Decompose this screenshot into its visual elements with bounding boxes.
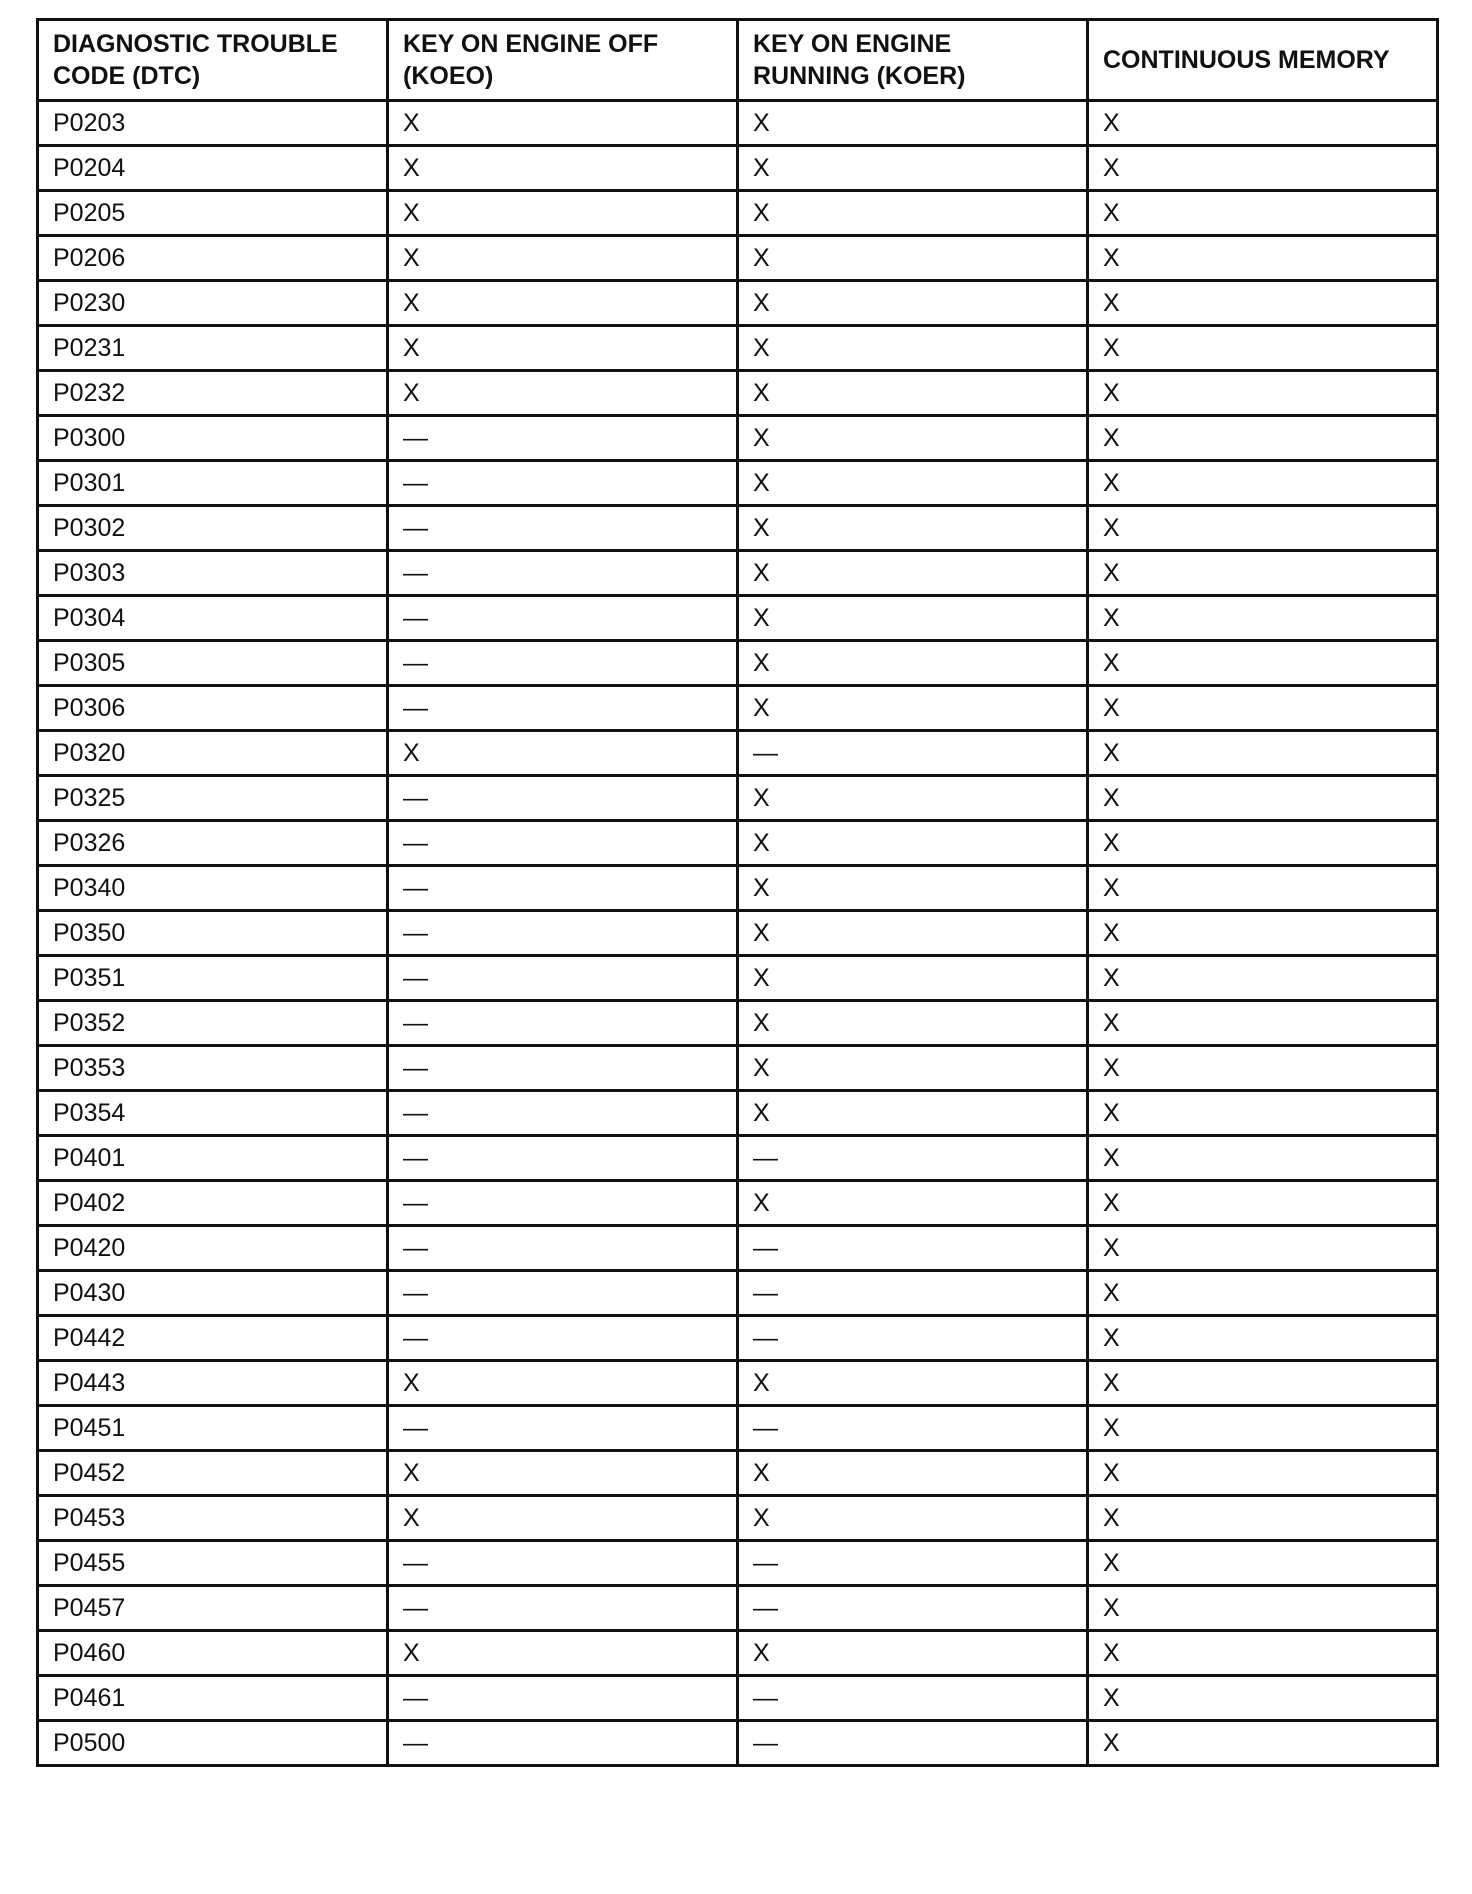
dtc-code-cell: P0460 [38, 1631, 388, 1676]
dtc-code-cell: P0442 [38, 1316, 388, 1361]
koeo-cell: — [388, 1721, 738, 1766]
continuous-memory-cell: X [1088, 1046, 1438, 1091]
dtc-code-cell: P0401 [38, 1136, 388, 1181]
table-row [38, 1181, 1438, 1226]
table-row [38, 1496, 1438, 1541]
koeo-cell: X [388, 731, 738, 776]
koer-cell: — [738, 1136, 1088, 1181]
dtc-code-cell: P0430 [38, 1271, 388, 1316]
header-row [38, 20, 1438, 101]
continuous-memory-cell: X [1088, 101, 1438, 146]
dtc-table-container [36, 18, 1436, 1767]
continuous-memory-cell: X [1088, 1001, 1438, 1046]
koeo-cell: — [388, 461, 738, 506]
dtc-code-cell: P0301 [38, 461, 388, 506]
table-row [38, 146, 1438, 191]
table-row [38, 371, 1438, 416]
koeo-cell: — [388, 821, 738, 866]
koer-cell: X [738, 1496, 1088, 1541]
continuous-memory-cell: X [1088, 821, 1438, 866]
koeo-cell: X [388, 191, 738, 236]
koeo-cell: — [388, 551, 738, 596]
continuous-memory-cell: X [1088, 776, 1438, 821]
table-row [38, 1046, 1438, 1091]
koer-cell: — [738, 1541, 1088, 1586]
continuous-memory-cell: X [1088, 371, 1438, 416]
koer-cell: — [738, 731, 1088, 776]
dtc-code-cell: P0451 [38, 1406, 388, 1451]
continuous-memory-cell: X [1088, 596, 1438, 641]
koer-cell: X [738, 551, 1088, 596]
koeo-cell: — [388, 1046, 738, 1091]
table-body [38, 101, 1438, 1766]
dtc-code-cell: P0452 [38, 1451, 388, 1496]
continuous-memory-cell: X [1088, 236, 1438, 281]
table-row [38, 416, 1438, 461]
koer-cell: X [738, 1361, 1088, 1406]
koeo-cell: X [388, 326, 738, 371]
continuous-memory-cell: X [1088, 461, 1438, 506]
dtc-code-cell: P0203 [38, 101, 388, 146]
dtc-code-cell: P0340 [38, 866, 388, 911]
continuous-memory-cell: X [1088, 551, 1438, 596]
dtc-code-cell: P0303 [38, 551, 388, 596]
table-row [38, 1451, 1438, 1496]
table-row [38, 911, 1438, 956]
koeo-cell: X [388, 371, 738, 416]
koer-cell: — [738, 1676, 1088, 1721]
continuous-memory-cell: X [1088, 641, 1438, 686]
dtc-code-cell: P0205 [38, 191, 388, 236]
koer-cell: X [738, 776, 1088, 821]
continuous-memory-cell: X [1088, 191, 1438, 236]
table-row [38, 551, 1438, 596]
table-row [38, 686, 1438, 731]
koer-cell: X [738, 326, 1088, 371]
table-row [38, 1091, 1438, 1136]
continuous-memory-cell: X [1088, 1676, 1438, 1721]
table-row [38, 866, 1438, 911]
table-row [38, 956, 1438, 1001]
dtc-code-cell: P0455 [38, 1541, 388, 1586]
dtc-code-cell: P0402 [38, 1181, 388, 1226]
koer-cell: X [738, 1091, 1088, 1136]
koer-cell: X [738, 956, 1088, 1001]
koeo-cell: X [388, 1361, 738, 1406]
table-row [38, 1586, 1438, 1631]
continuous-memory-cell: X [1088, 686, 1438, 731]
table-row [38, 821, 1438, 866]
continuous-memory-cell: X [1088, 956, 1438, 1001]
koeo-cell: — [388, 956, 738, 1001]
dtc-code-cell: P0352 [38, 1001, 388, 1046]
koeo-cell: X [388, 236, 738, 281]
continuous-memory-cell: X [1088, 1091, 1438, 1136]
header-continuous-memory: CONTINUOUS MEMORY [1088, 20, 1438, 101]
continuous-memory-cell: X [1088, 1406, 1438, 1451]
koer-cell: — [738, 1226, 1088, 1271]
header-dtc: DIAGNOSTIC TROUBLE CODE (DTC) [38, 20, 388, 101]
dtc-code-cell: P0500 [38, 1721, 388, 1766]
koer-cell: X [738, 146, 1088, 191]
table-row [38, 596, 1438, 641]
dtc-code-cell: P0354 [38, 1091, 388, 1136]
continuous-memory-cell: X [1088, 1316, 1438, 1361]
table-header [38, 20, 1438, 101]
koeo-cell: — [388, 1001, 738, 1046]
table-row [38, 326, 1438, 371]
continuous-memory-cell: X [1088, 1136, 1438, 1181]
koer-cell: X [738, 821, 1088, 866]
koeo-cell: X [388, 101, 738, 146]
koer-cell: X [738, 1451, 1088, 1496]
table-row [38, 191, 1438, 236]
koeo-cell: — [388, 506, 738, 551]
table-row [38, 281, 1438, 326]
dtc-table [36, 18, 1439, 1767]
koeo-cell: — [388, 686, 738, 731]
koeo-cell: — [388, 1226, 738, 1271]
dtc-code-cell: P0420 [38, 1226, 388, 1271]
koer-cell: X [738, 416, 1088, 461]
koer-cell: X [738, 371, 1088, 416]
koer-cell: X [738, 101, 1088, 146]
table-row [38, 1001, 1438, 1046]
continuous-memory-cell: X [1088, 281, 1438, 326]
continuous-memory-cell: X [1088, 326, 1438, 371]
koer-cell: X [738, 281, 1088, 326]
dtc-code-cell: P0230 [38, 281, 388, 326]
dtc-code-cell: P0320 [38, 731, 388, 776]
dtc-code-cell: P0300 [38, 416, 388, 461]
koer-cell: X [738, 911, 1088, 956]
table-row [38, 1721, 1438, 1766]
koer-cell: — [738, 1316, 1088, 1361]
table-row [38, 101, 1438, 146]
table-row [38, 506, 1438, 551]
dtc-code-cell: P0326 [38, 821, 388, 866]
dtc-code-cell: P0306 [38, 686, 388, 731]
koeo-cell: — [388, 1181, 738, 1226]
koeo-cell: — [388, 1541, 738, 1586]
dtc-code-cell: P0443 [38, 1361, 388, 1406]
koeo-cell: — [388, 1271, 738, 1316]
koer-cell: X [738, 596, 1088, 641]
continuous-memory-cell: X [1088, 1451, 1438, 1496]
koer-cell: X [738, 1046, 1088, 1091]
koeo-cell: — [388, 776, 738, 821]
table-row [38, 776, 1438, 821]
dtc-code-cell: P0206 [38, 236, 388, 281]
table-row [38, 1541, 1438, 1586]
dtc-code-cell: P0353 [38, 1046, 388, 1091]
dtc-code-cell: P0231 [38, 326, 388, 371]
koeo-cell: — [388, 596, 738, 641]
table-row [38, 1631, 1438, 1676]
continuous-memory-cell: X [1088, 1721, 1438, 1766]
koer-cell: X [738, 236, 1088, 281]
koeo-cell: — [388, 1676, 738, 1721]
table-row [38, 1136, 1438, 1181]
dtc-code-cell: P0305 [38, 641, 388, 686]
continuous-memory-cell: X [1088, 1181, 1438, 1226]
koer-cell: X [738, 191, 1088, 236]
koer-cell: X [738, 506, 1088, 551]
dtc-code-cell: P0453 [38, 1496, 388, 1541]
dtc-code-cell: P0232 [38, 371, 388, 416]
table-row [38, 1316, 1438, 1361]
table-row [38, 1271, 1438, 1316]
continuous-memory-cell: X [1088, 416, 1438, 461]
koeo-cell: — [388, 641, 738, 686]
continuous-memory-cell: X [1088, 1226, 1438, 1271]
table-row [38, 1406, 1438, 1451]
koeo-cell: X [388, 1451, 738, 1496]
dtc-code-cell: P0302 [38, 506, 388, 551]
koer-cell: — [738, 1721, 1088, 1766]
continuous-memory-cell: X [1088, 731, 1438, 776]
table-row [38, 731, 1438, 776]
continuous-memory-cell: X [1088, 1586, 1438, 1631]
continuous-memory-cell: X [1088, 1631, 1438, 1676]
koer-cell: — [738, 1586, 1088, 1631]
continuous-memory-cell: X [1088, 1496, 1438, 1541]
table-row [38, 1361, 1438, 1406]
koeo-cell: X [388, 146, 738, 191]
dtc-code-cell: P0204 [38, 146, 388, 191]
continuous-memory-cell: X [1088, 506, 1438, 551]
dtc-code-cell: P0304 [38, 596, 388, 641]
header-koeo: KEY ON ENGINE OFF (KOEO) [388, 20, 738, 101]
koer-cell: X [738, 641, 1088, 686]
koeo-cell: — [388, 1316, 738, 1361]
koeo-cell: X [388, 1496, 738, 1541]
continuous-memory-cell: X [1088, 1271, 1438, 1316]
koeo-cell: — [388, 866, 738, 911]
dtc-code-cell: P0461 [38, 1676, 388, 1721]
koeo-cell: X [388, 1631, 738, 1676]
header-koer: KEY ON ENGINE RUNNING (KOER) [738, 20, 1088, 101]
continuous-memory-cell: X [1088, 911, 1438, 956]
koeo-cell: — [388, 1406, 738, 1451]
koer-cell: X [738, 461, 1088, 506]
table-row [38, 236, 1438, 281]
koeo-cell: X [388, 281, 738, 326]
dtc-code-cell: P0325 [38, 776, 388, 821]
continuous-memory-cell: X [1088, 1361, 1438, 1406]
continuous-memory-cell: X [1088, 1541, 1438, 1586]
table-row [38, 461, 1438, 506]
koer-cell: X [738, 866, 1088, 911]
koer-cell: X [738, 1001, 1088, 1046]
koeo-cell: — [388, 1091, 738, 1136]
dtc-code-cell: P0351 [38, 956, 388, 1001]
continuous-memory-cell: X [1088, 866, 1438, 911]
koeo-cell: — [388, 1136, 738, 1181]
koeo-cell: — [388, 1586, 738, 1631]
koer-cell: X [738, 1181, 1088, 1226]
koer-cell: — [738, 1406, 1088, 1451]
koeo-cell: — [388, 911, 738, 956]
koer-cell: X [738, 686, 1088, 731]
dtc-code-cell: P0457 [38, 1586, 388, 1631]
continuous-memory-cell: X [1088, 146, 1438, 191]
table-row [38, 1676, 1438, 1721]
table-row [38, 1226, 1438, 1271]
dtc-code-cell: P0350 [38, 911, 388, 956]
koer-cell: X [738, 1631, 1088, 1676]
koer-cell: — [738, 1271, 1088, 1316]
koeo-cell: — [388, 416, 738, 461]
table-row [38, 641, 1438, 686]
